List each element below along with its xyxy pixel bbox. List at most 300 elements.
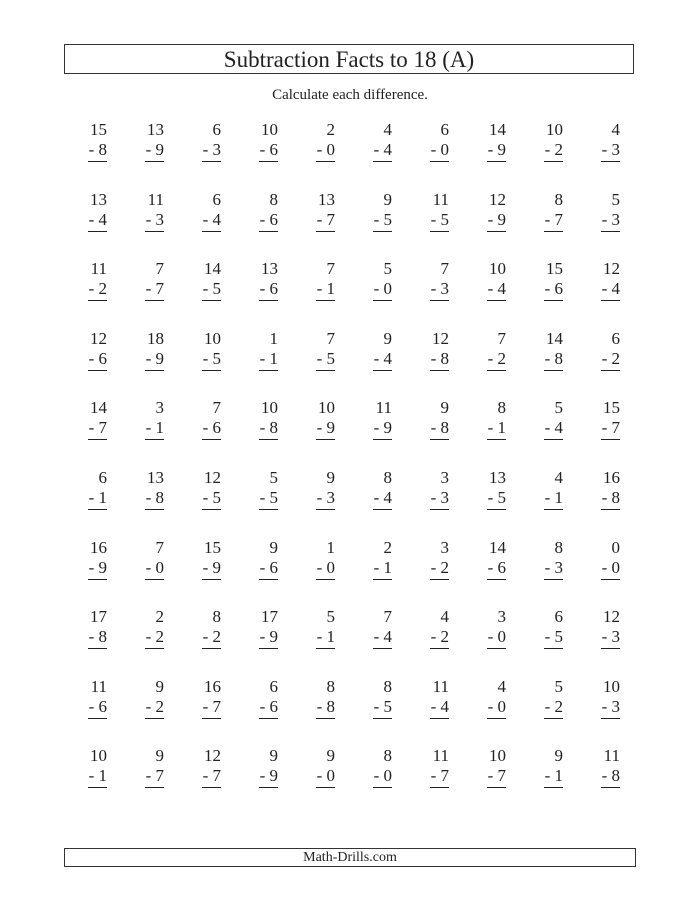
minuend: 10 xyxy=(489,259,506,279)
minuend: 6 xyxy=(554,607,563,627)
subtraction-problem xyxy=(579,468,636,538)
subtrahend: - 9 xyxy=(487,210,506,232)
subtrahend: - 3 xyxy=(430,279,449,301)
subtraction-problem xyxy=(351,190,408,260)
subtraction-problem xyxy=(465,538,522,608)
subtrahend: - 6 xyxy=(259,697,278,719)
subtrahend: - 1 xyxy=(88,766,107,788)
minuend: 9 xyxy=(155,746,164,766)
minuend: 5 xyxy=(554,398,563,418)
subtrahend: - 0 xyxy=(373,279,392,301)
minuend: 3 xyxy=(440,467,449,487)
minuend: 8 xyxy=(383,746,392,766)
problem-grid xyxy=(66,120,636,816)
subtrahend: - 2 xyxy=(601,349,620,371)
minuend: 13 xyxy=(90,189,107,209)
minuend: 9 xyxy=(326,467,335,487)
subtrahend: - 3 xyxy=(601,627,620,649)
minuend: 1 xyxy=(326,537,335,557)
subtrahend: - 7 xyxy=(430,766,449,788)
minuend: 7 xyxy=(212,398,221,418)
subtraction-problem xyxy=(294,398,351,468)
minuend: 9 xyxy=(383,189,392,209)
subtraction-problem xyxy=(522,746,579,816)
subtrahend: - 3 xyxy=(202,140,221,162)
minuend: 9 xyxy=(554,746,563,766)
subtraction-problem xyxy=(465,190,522,260)
subtraction-problem xyxy=(408,746,465,816)
subtrahend: - 6 xyxy=(88,349,107,371)
minuend: 15 xyxy=(90,120,107,139)
minuend: 7 xyxy=(383,607,392,627)
minuend: 7 xyxy=(155,537,164,557)
subtrahend: - 1 xyxy=(316,627,335,649)
minuend: 13 xyxy=(318,189,335,209)
minuend: 14 xyxy=(546,328,563,348)
minuend: 12 xyxy=(204,746,221,766)
minuend: 14 xyxy=(489,537,506,557)
minuend: 6 xyxy=(212,120,221,139)
subtraction-problem xyxy=(522,398,579,468)
subtrahend: - 2 xyxy=(430,627,449,649)
subtrahend: - 1 xyxy=(145,418,164,440)
subtrahend: - 6 xyxy=(88,697,107,719)
minuend: 10 xyxy=(261,120,278,139)
subtraction-problem xyxy=(123,120,180,190)
minuend: 12 xyxy=(603,259,620,279)
problem-row xyxy=(66,329,636,399)
subtrahend: - 7 xyxy=(88,418,107,440)
problem-row xyxy=(66,677,636,747)
minuend: 9 xyxy=(155,676,164,696)
subtrahend: - 7 xyxy=(145,279,164,301)
minuend: 7 xyxy=(497,328,506,348)
subtraction-problem xyxy=(123,746,180,816)
subtraction-problem xyxy=(408,677,465,747)
minuend: 14 xyxy=(489,120,506,139)
subtrahend: - 1 xyxy=(88,488,107,510)
problem-row xyxy=(66,468,636,538)
subtrahend: - 1 xyxy=(544,766,563,788)
subtrahend: - 5 xyxy=(202,349,221,371)
minuend: 16 xyxy=(204,676,221,696)
subtrahend: - 9 xyxy=(487,140,506,162)
subtrahend: - 3 xyxy=(316,488,335,510)
minuend: 8 xyxy=(383,467,392,487)
subtraction-problem xyxy=(180,607,237,677)
minuend: 10 xyxy=(318,398,335,418)
minuend: 14 xyxy=(90,398,107,418)
subtraction-problem xyxy=(465,329,522,399)
subtrahend: - 5 xyxy=(487,488,506,510)
subtraction-problem xyxy=(522,259,579,329)
subtraction-problem xyxy=(66,259,123,329)
subtraction-problem xyxy=(465,677,522,747)
minuend: 11 xyxy=(432,676,449,696)
minuend: 12 xyxy=(204,467,221,487)
minuend: 8 xyxy=(554,189,563,209)
minuend: 9 xyxy=(326,746,335,766)
minuend: 6 xyxy=(611,328,620,348)
subtraction-problem xyxy=(294,468,351,538)
subtrahend: - 1 xyxy=(544,488,563,510)
subtraction-problem xyxy=(579,329,636,399)
minuend: 5 xyxy=(383,259,392,279)
minuend: 15 xyxy=(546,259,563,279)
minuend: 10 xyxy=(603,676,620,696)
minuend: 3 xyxy=(497,607,506,627)
subtraction-problem xyxy=(408,190,465,260)
minuend: 12 xyxy=(432,328,449,348)
minuend: 13 xyxy=(261,259,278,279)
subtraction-problem xyxy=(351,120,408,190)
problem-row xyxy=(66,398,636,468)
subtrahend: - 6 xyxy=(259,210,278,232)
subtraction-problem xyxy=(66,607,123,677)
worksheet-title: Subtraction Facts to 18 (A) xyxy=(64,44,634,74)
subtrahend: - 0 xyxy=(373,766,392,788)
instructions-text: Calculate each difference. xyxy=(272,87,428,103)
subtraction-problem xyxy=(66,120,123,190)
subtrahend: - 6 xyxy=(259,558,278,580)
minuend: 18 xyxy=(147,328,164,348)
subtraction-problem xyxy=(465,259,522,329)
subtrahend: - 5 xyxy=(202,279,221,301)
minuend: 8 xyxy=(497,398,506,418)
subtraction-problem xyxy=(522,329,579,399)
subtraction-problem xyxy=(237,120,294,190)
minuend: 1 xyxy=(269,328,278,348)
subtraction-problem xyxy=(351,746,408,816)
subtrahend: - 1 xyxy=(316,279,335,301)
subtraction-problem xyxy=(294,607,351,677)
subtrahend: - 8 xyxy=(544,349,563,371)
subtraction-problem xyxy=(180,259,237,329)
minuend: 9 xyxy=(269,537,278,557)
subtrahend: - 6 xyxy=(259,140,278,162)
subtrahend: - 5 xyxy=(202,488,221,510)
subtraction-problem xyxy=(294,329,351,399)
subtrahend: - 8 xyxy=(601,766,620,788)
minuend: 3 xyxy=(155,398,164,418)
subtrahend: - 9 xyxy=(316,418,335,440)
subtraction-problem xyxy=(237,538,294,608)
subtrahend: - 0 xyxy=(145,558,164,580)
subtraction-problem xyxy=(66,746,123,816)
minuend: 17 xyxy=(90,607,107,627)
minuend: 5 xyxy=(611,189,620,209)
minuend: 6 xyxy=(269,676,278,696)
minuend: 4 xyxy=(497,676,506,696)
subtrahend: - 2 xyxy=(145,697,164,719)
minuend: 16 xyxy=(90,537,107,557)
minuend: 5 xyxy=(269,467,278,487)
subtrahend: - 9 xyxy=(88,558,107,580)
subtrahend: - 6 xyxy=(487,558,506,580)
minuend: 7 xyxy=(440,259,449,279)
subtrahend: - 7 xyxy=(601,418,620,440)
subtraction-problem xyxy=(180,398,237,468)
subtraction-problem xyxy=(66,329,123,399)
problem-row xyxy=(66,120,636,190)
subtrahend: - 6 xyxy=(259,279,278,301)
subtrahend: - 2 xyxy=(544,697,563,719)
minuend: 4 xyxy=(554,467,563,487)
subtraction-problem xyxy=(180,538,237,608)
subtraction-problem xyxy=(180,329,237,399)
subtrahend: - 9 xyxy=(145,349,164,371)
subtrahend: - 1 xyxy=(259,349,278,371)
subtraction-problem xyxy=(123,538,180,608)
minuend: 8 xyxy=(269,189,278,209)
subtraction-problem xyxy=(408,259,465,329)
minuend: 15 xyxy=(603,398,620,418)
subtrahend: - 5 xyxy=(430,210,449,232)
minuend: 10 xyxy=(489,746,506,766)
subtraction-problem xyxy=(123,677,180,747)
subtraction-problem xyxy=(294,746,351,816)
subtrahend: - 3 xyxy=(145,210,164,232)
subtraction-problem xyxy=(180,190,237,260)
subtrahend: - 2 xyxy=(145,627,164,649)
subtraction-problem xyxy=(123,398,180,468)
subtrahend: - 7 xyxy=(316,210,335,232)
minuend: 11 xyxy=(90,259,107,279)
subtraction-problem xyxy=(66,468,123,538)
minuend: 2 xyxy=(383,537,392,557)
subtraction-problem xyxy=(237,398,294,468)
subtraction-problem xyxy=(408,120,465,190)
minuend: 10 xyxy=(90,746,107,766)
subtrahend: - 5 xyxy=(316,349,335,371)
minuend: 10 xyxy=(204,328,221,348)
subtrahend: - 0 xyxy=(487,697,506,719)
subtraction-problem xyxy=(522,190,579,260)
subtraction-problem xyxy=(180,746,237,816)
subtraction-problem xyxy=(579,120,636,190)
minuend: 11 xyxy=(603,746,620,766)
subtrahend: - 7 xyxy=(202,697,221,719)
subtraction-problem xyxy=(579,607,636,677)
problem-row xyxy=(66,190,636,260)
subtrahend: - 8 xyxy=(145,488,164,510)
subtrahend: - 0 xyxy=(316,766,335,788)
minuend: 13 xyxy=(147,467,164,487)
problem-row xyxy=(66,746,636,816)
subtrahend: - 0 xyxy=(316,140,335,162)
subtrahend: - 4 xyxy=(373,627,392,649)
minuend: 17 xyxy=(261,607,278,627)
subtrahend: - 3 xyxy=(430,488,449,510)
subtrahend: - 8 xyxy=(88,140,107,162)
subtrahend: - 9 xyxy=(373,418,392,440)
subtraction-problem xyxy=(579,677,636,747)
minuend: 8 xyxy=(212,607,221,627)
subtraction-problem xyxy=(351,398,408,468)
subtrahend: - 5 xyxy=(373,697,392,719)
subtrahend: - 8 xyxy=(259,418,278,440)
subtrahend: - 7 xyxy=(487,766,506,788)
subtraction-problem xyxy=(180,468,237,538)
subtrahend: - 4 xyxy=(88,210,107,232)
minuend: 8 xyxy=(554,537,563,557)
subtraction-problem xyxy=(237,607,294,677)
subtraction-problem xyxy=(294,259,351,329)
subtrahend: - 4 xyxy=(544,418,563,440)
minuend: 6 xyxy=(212,189,221,209)
subtraction-problem xyxy=(351,677,408,747)
subtraction-problem xyxy=(123,190,180,260)
subtraction-problem xyxy=(522,538,579,608)
minuend: 11 xyxy=(375,398,392,418)
subtraction-problem xyxy=(294,538,351,608)
minuend: 2 xyxy=(155,607,164,627)
subtraction-problem xyxy=(522,677,579,747)
minuend: 5 xyxy=(554,676,563,696)
subtrahend: - 1 xyxy=(487,418,506,440)
subtraction-problem xyxy=(522,468,579,538)
minuend: 13 xyxy=(147,120,164,139)
subtraction-problem xyxy=(66,538,123,608)
subtrahend: - 7 xyxy=(145,766,164,788)
subtraction-problem xyxy=(522,120,579,190)
subtraction-problem xyxy=(180,677,237,747)
minuend: 11 xyxy=(147,189,164,209)
subtrahend: - 5 xyxy=(259,488,278,510)
minuend: 7 xyxy=(326,328,335,348)
minuend: 10 xyxy=(261,398,278,418)
minuend: 3 xyxy=(440,537,449,557)
subtrahend: - 4 xyxy=(202,210,221,232)
subtraction-problem xyxy=(123,607,180,677)
minuend: 9 xyxy=(440,398,449,418)
subtrahend: - 2 xyxy=(544,140,563,162)
subtrahend: - 5 xyxy=(373,210,392,232)
subtraction-problem xyxy=(465,468,522,538)
subtrahend: - 4 xyxy=(487,279,506,301)
minuend: 6 xyxy=(440,120,449,139)
minuend: 11 xyxy=(432,746,449,766)
subtrahend: - 4 xyxy=(430,697,449,719)
subtraction-problem xyxy=(66,677,123,747)
subtraction-problem xyxy=(351,468,408,538)
subtraction-problem xyxy=(465,120,522,190)
subtrahend: - 7 xyxy=(202,766,221,788)
minuend: 14 xyxy=(204,259,221,279)
subtrahend: - 4 xyxy=(601,279,620,301)
subtraction-problem xyxy=(294,120,351,190)
subtraction-problem xyxy=(579,259,636,329)
subtraction-problem xyxy=(579,398,636,468)
problem-row xyxy=(66,607,636,677)
minuend: 8 xyxy=(326,676,335,696)
minuend: 9 xyxy=(383,328,392,348)
minuend: 4 xyxy=(611,120,620,139)
subtraction-problem xyxy=(294,190,351,260)
subtrahend: - 9 xyxy=(202,558,221,580)
minuend: 11 xyxy=(432,189,449,209)
subtraction-problem xyxy=(237,190,294,260)
subtraction-problem xyxy=(237,468,294,538)
minuend: 16 xyxy=(603,467,620,487)
subtrahend: - 3 xyxy=(601,697,620,719)
subtrahend: - 8 xyxy=(316,697,335,719)
minuend: 2 xyxy=(326,120,335,139)
subtraction-problem xyxy=(408,329,465,399)
subtraction-problem xyxy=(579,538,636,608)
minuend: 4 xyxy=(440,607,449,627)
subtraction-problem xyxy=(66,398,123,468)
minuend: 12 xyxy=(90,328,107,348)
subtraction-problem xyxy=(237,746,294,816)
subtrahend: - 0 xyxy=(430,140,449,162)
subtraction-problem xyxy=(579,190,636,260)
problem-row xyxy=(66,259,636,329)
subtrahend: - 8 xyxy=(430,349,449,371)
subtrahend: - 0 xyxy=(601,558,620,580)
subtraction-problem xyxy=(123,259,180,329)
minuend: 13 xyxy=(489,467,506,487)
subtrahend: - 2 xyxy=(88,279,107,301)
subtraction-problem xyxy=(408,468,465,538)
subtrahend: - 6 xyxy=(202,418,221,440)
minuend: 4 xyxy=(383,120,392,139)
subtrahend: - 6 xyxy=(544,279,563,301)
subtraction-problem xyxy=(237,329,294,399)
subtraction-problem xyxy=(237,677,294,747)
subtrahend: - 0 xyxy=(316,558,335,580)
subtrahend: - 4 xyxy=(373,488,392,510)
subtraction-problem xyxy=(180,120,237,190)
subtrahend: - 8 xyxy=(88,627,107,649)
subtraction-problem xyxy=(351,329,408,399)
subtrahend: - 2 xyxy=(487,349,506,371)
subtraction-problem xyxy=(408,538,465,608)
subtraction-problem xyxy=(123,468,180,538)
minuend: 6 xyxy=(98,467,107,487)
minuend: 12 xyxy=(603,607,620,627)
minuend: 5 xyxy=(326,607,335,627)
minuend: 8 xyxy=(383,676,392,696)
footer-credit: Math-Drills.com xyxy=(64,848,636,867)
subtraction-problem xyxy=(465,746,522,816)
subtrahend: - 7 xyxy=(544,210,563,232)
subtraction-problem xyxy=(408,398,465,468)
subtraction-problem xyxy=(123,329,180,399)
minuend: 15 xyxy=(204,537,221,557)
minuend: 12 xyxy=(489,189,506,209)
subtrahend: - 2 xyxy=(430,558,449,580)
subtraction-problem xyxy=(66,190,123,260)
subtraction-problem xyxy=(237,259,294,329)
subtraction-problem xyxy=(579,746,636,816)
subtrahend: - 3 xyxy=(544,558,563,580)
subtrahend: - 0 xyxy=(487,627,506,649)
subtrahend: - 9 xyxy=(259,627,278,649)
subtrahend: - 8 xyxy=(601,488,620,510)
minuend: 7 xyxy=(326,259,335,279)
minuend: 9 xyxy=(269,746,278,766)
minuend: 7 xyxy=(155,259,164,279)
subtrahend: - 3 xyxy=(601,210,620,232)
subtraction-problem xyxy=(465,398,522,468)
minuend: 10 xyxy=(546,120,563,139)
subtrahend: - 9 xyxy=(259,766,278,788)
subtraction-problem xyxy=(351,607,408,677)
subtrahend: - 9 xyxy=(145,140,164,162)
subtraction-problem xyxy=(465,607,522,677)
subtrahend: - 4 xyxy=(373,349,392,371)
